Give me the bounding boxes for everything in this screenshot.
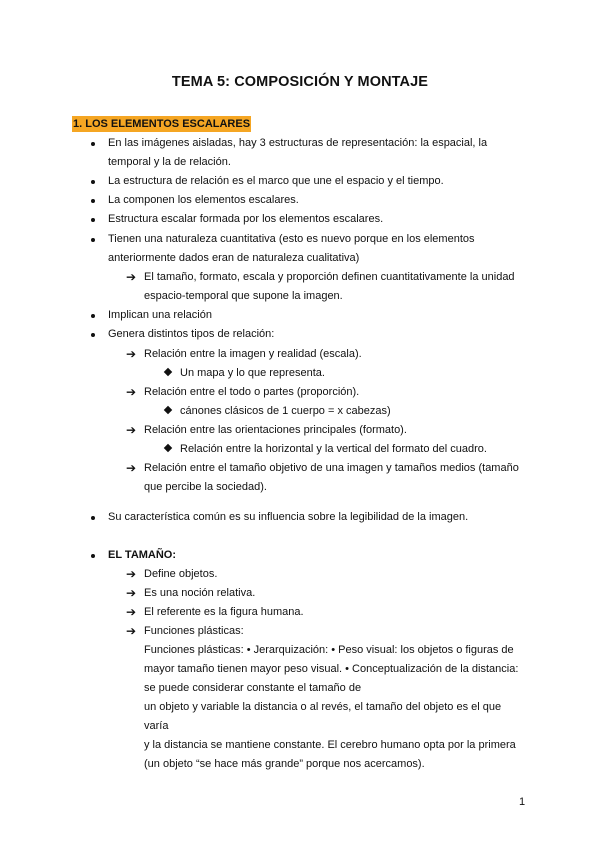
paragraph-line: y la distancia se mantiene constante. El cerebro humano opta por la primera — [144, 739, 516, 751]
bullet-text-cont: anteriormente dados eran de naturaleza cualitativa) — [108, 252, 360, 264]
bullet-text: Su característica común es su influencia sobre la legibilidad de la imagen. — [108, 511, 469, 523]
paragraph-line: un objeto y variable la distancia o al revés, el tamaño del objeto es el que — [144, 701, 502, 713]
bullet-icon — [91, 554, 95, 558]
section-heading-el-tamano: EL TAMAÑO: — [108, 549, 177, 561]
bullet-text-cont: temporal y la de relación. — [108, 156, 231, 168]
bullet-text: Genera distintos tipos de relación: — [108, 328, 275, 340]
arrow-item-text: Relación entre el todo o partes (proporción). — [144, 386, 360, 398]
bullet-text: Estructura escalar formada por los elementos escalares. — [108, 213, 384, 225]
arrow-icon: ➔ — [126, 385, 137, 399]
bullet-text: En las imágenes aisladas, hay 3 estructuras de representación: la espacial, la — [108, 137, 488, 149]
bullet-icon — [91, 218, 95, 222]
diamond-bullet-icon — [164, 368, 172, 376]
paragraph-line: mayor tamaño tienen mayor peso visual. • Conceptualización de la distancia: — [144, 663, 519, 675]
arrow-icon: ➔ — [126, 567, 137, 581]
arrow-item-text-cont: espacio-temporal que supone la imagen. — [144, 290, 343, 302]
section-heading-elementos-escalares: 1. LOS ELEMENTOS ESCALARES — [73, 118, 251, 130]
arrow-item-text: El tamaño, formato, escala y proporción definen cuantitativamente la unidad — [144, 271, 515, 283]
bullet-text: La componen los elementos escalares. — [108, 194, 299, 206]
bullet-icon — [91, 516, 95, 520]
diamond-item-text: Un mapa y lo que representa. — [180, 367, 325, 379]
arrow-icon: ➔ — [126, 347, 137, 361]
arrow-icon: ➔ — [126, 461, 137, 475]
arrow-icon: ➔ — [126, 423, 137, 437]
bullet-icon — [91, 333, 95, 337]
arrow-item-text: Es una noción relativa. — [144, 587, 256, 599]
document-title: TEMA 5: COMPOSICIÓN Y MONTAJE — [171, 74, 429, 90]
bullet-text: Tienen una naturaleza cuantitativa (esto es nuevo porque en los elementos — [108, 233, 475, 245]
diamond-bullet-icon — [164, 444, 172, 452]
bullet-icon — [91, 314, 95, 318]
bullet-icon — [91, 199, 95, 203]
arrow-item-text: Relación entre las orientaciones principales (formato). — [144, 424, 407, 436]
arrow-item-text: Relación entre el tamaño objetivo de una imagen y tamaños medios (tamaño — [144, 462, 519, 474]
bullet-icon — [91, 180, 95, 184]
arrow-item-text: Relación entre la imagen y realidad (escala). — [144, 348, 362, 360]
arrow-item-text: El referente es la figura humana. — [144, 606, 304, 618]
paragraph-line: Funciones plásticas: • Jerarquización: • Peso visual: los objetos o figuras de — [144, 644, 514, 656]
arrow-icon: ➔ — [126, 605, 137, 619]
bullet-icon — [91, 238, 95, 242]
arrow-item-text: Define objetos. — [144, 568, 218, 580]
bullet-text: Implican una relación — [108, 309, 212, 321]
arrow-icon: ➔ — [126, 624, 137, 638]
arrow-item-text: Funciones plásticas: — [144, 625, 244, 637]
paragraph-line: se puede considerar constante el tamaño de — [144, 682, 362, 694]
paragraph-line: (un objeto “se hace más grande” porque nos acercamos). — [144, 758, 425, 770]
bullet-icon — [91, 142, 95, 146]
arrow-icon: ➔ — [126, 270, 137, 284]
diamond-bullet-icon — [164, 406, 172, 414]
page-number: 1 — [519, 796, 526, 808]
arrow-icon: ➔ — [126, 586, 137, 600]
arrow-item-text-cont: que percibe la sociedad). — [144, 481, 267, 493]
diamond-item-text: cánones clásicos de 1 cuerpo = x cabezas) — [180, 405, 391, 417]
bullet-text: La estructura de relación es el marco que une el espacio y el tiempo. — [108, 175, 444, 187]
diamond-item-text: Relación entre la horizontal y la vertical del formato del cuadro. — [180, 443, 487, 455]
paragraph-line: varía — [144, 720, 169, 732]
